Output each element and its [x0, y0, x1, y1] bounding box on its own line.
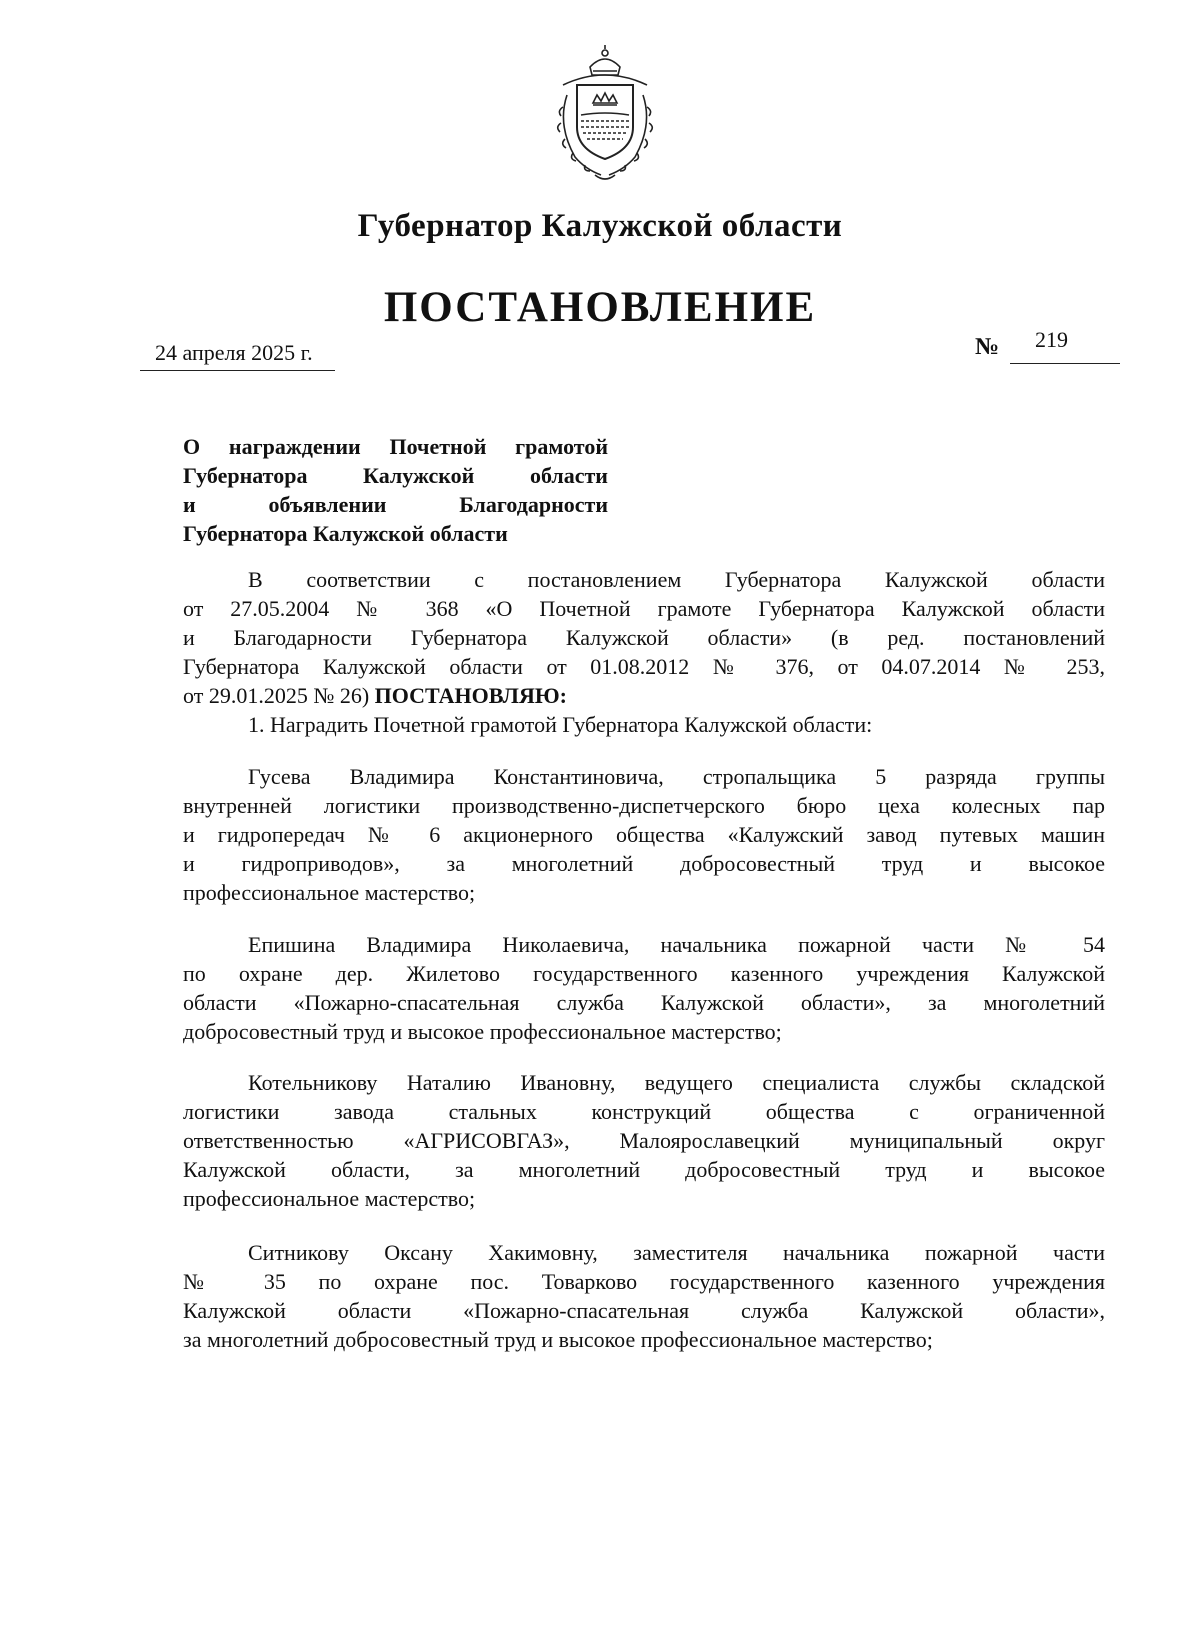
paragraph-line: области «Пожарно-спасательная служба Калужской области», за многолетний — [183, 990, 1105, 1015]
kaluga-oblast-coat-of-arms-icon — [545, 45, 665, 185]
paragraph-line: профессиональное мастерство; — [183, 1186, 476, 1211]
item-1-line: 1. Наградить Почетной грамотой Губернатора Калужской области: — [248, 712, 873, 737]
paragraph-line: и Благодарности Губернатора Калужской области» (в ред. постановлений — [183, 625, 1105, 650]
issuing-authority: Губернатор Калужской области — [357, 208, 843, 244]
document-date: 24 апреля 2025 г. — [155, 340, 313, 365]
paragraph-line — [183, 681, 1105, 710]
paragraph-line: Губернатора Калужской области от 01.08.2012 № 376, от 04.07.2014 № 253, — [183, 654, 1105, 679]
paragraph-line: ответственностью «АГРИСОВГАЗ», Малоярославецкий муниципальный округ — [183, 1128, 1105, 1153]
paragraph-line: Ситникову Оксану Хакимовну, заместителя начальника пожарной части — [248, 1240, 1105, 1265]
heading-line: О награждении Почетной грамотой — [183, 434, 608, 459]
paragraph-line: и гидропередач № 6 акционерного общества «Калужский завод путевых машин — [183, 822, 1105, 847]
resolve-keyword: ПОСТАНОВЛЯЮ: — [374, 683, 567, 708]
number-underline — [1010, 363, 1120, 364]
document-heading — [183, 432, 608, 548]
date-underline — [140, 370, 335, 371]
paragraph-line: Епишина Владимира Николаевича, начальника пожарной части № 54 — [248, 932, 1105, 957]
document-number: 219 — [1035, 327, 1068, 352]
paragraph-line: Калужской области «Пожарно-спасательная служба Калужской области», — [183, 1298, 1105, 1323]
awardee-paragraph — [183, 762, 1105, 907]
heading-line: и объявлении Благодарности — [183, 492, 608, 517]
awardee-paragraph — [183, 930, 1105, 1046]
paragraph-line: по охране дер. Жилетово государственного казенного учреждения Калужской — [183, 961, 1105, 986]
paragraph-line: В соответствии с постановлением Губернатора Калужской области — [248, 567, 1105, 592]
preamble-paragraph — [183, 565, 1105, 739]
paragraph-line: Калужской области, за многолетний добросовестный труд и высокое — [183, 1157, 1105, 1182]
heading-line: Губернатора Калужской области — [183, 521, 508, 546]
number-label: № — [975, 334, 1000, 360]
paragraph-line: Гусева Владимира Константиновича, стропальщика 5 разряда группы — [248, 764, 1105, 789]
heading-line: Губернатора Калужской области — [183, 463, 608, 488]
awardee-paragraph — [183, 1238, 1105, 1354]
paragraph-line: и гидроприводов», за многолетний добросовестный труд и высокое — [183, 851, 1105, 876]
paragraph-line-text: от 29.01.2025 № 26) — [183, 683, 370, 708]
paragraph-line: добросовестный труд и высокое профессиональное мастерство; — [183, 1019, 782, 1044]
paragraph-line: логистики завода стальных конструкций общества с ограниченной — [183, 1099, 1105, 1124]
paragraph-line: № 35 по охране пос. Товарково государственного казенного учреждения — [183, 1269, 1105, 1294]
paragraph-line: Котельникову Наталию Ивановну, ведущего специалиста службы складской — [248, 1070, 1105, 1095]
paragraph-line: за многолетний добросовестный труд и высокое профессиональное мастерство; — [183, 1327, 933, 1352]
paragraph-line: профессиональное мастерство; — [183, 880, 476, 905]
paragraph-line: от 27.05.2004 № 368 «О Почетной грамоте Губернатора Калужской области — [183, 596, 1105, 621]
paragraph-line: внутренней логистики производственно-диспетчерского бюро цеха колесных пар — [183, 793, 1105, 818]
document-type-title: ПОСТАНОВЛЕНИЕ — [383, 284, 817, 331]
awardee-paragraph — [183, 1068, 1105, 1213]
